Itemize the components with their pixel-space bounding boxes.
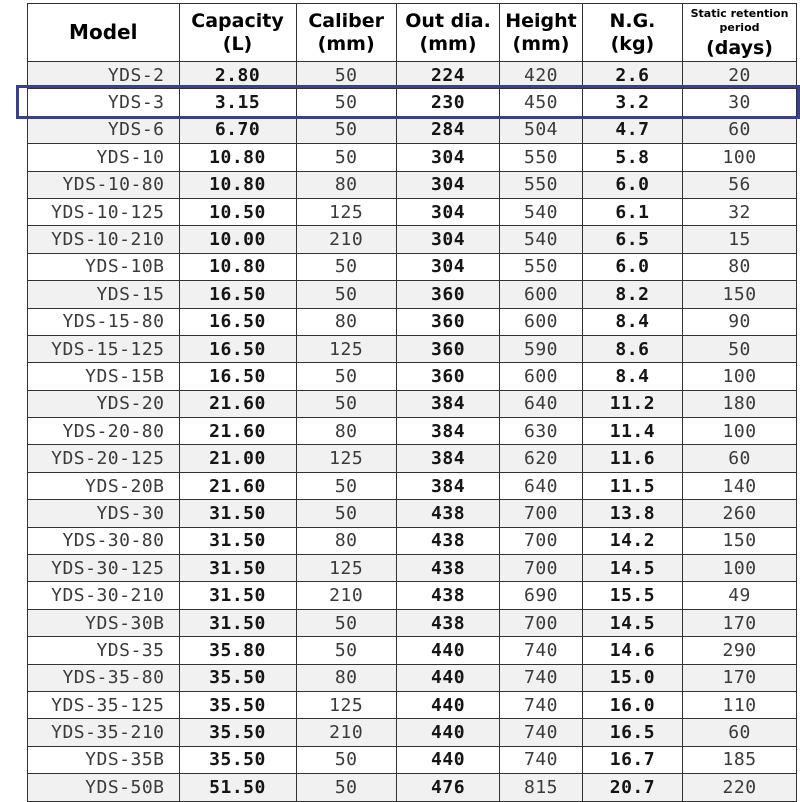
cell-capacity: 16.50	[179, 308, 296, 335]
cell-caliber: 50	[296, 363, 396, 390]
cell-model: YDS-20	[28, 390, 180, 417]
cell-caliber: 50	[296, 89, 396, 116]
cell-caliber: 210	[296, 582, 396, 609]
cell-retention: 15	[683, 226, 797, 253]
table-row	[28, 253, 797, 280]
cell-ng: 11.4	[582, 418, 682, 445]
cell-caliber: 80	[296, 171, 396, 198]
cell-height: 630	[500, 418, 583, 445]
cell-retention: 170	[683, 609, 797, 636]
cell-capacity: 16.50	[179, 281, 296, 308]
cell-retention: 90	[683, 308, 797, 335]
cell-retention: 20	[683, 62, 797, 89]
cell-model: YDS-35B	[28, 746, 180, 773]
cell-out-dia: 384	[396, 445, 499, 472]
cell-capacity: 16.50	[179, 335, 296, 362]
cell-caliber: 80	[296, 418, 396, 445]
cell-ng: 16.5	[582, 719, 682, 746]
cell-out-dia: 360	[396, 363, 499, 390]
cell-caliber: 50	[296, 746, 396, 773]
cell-caliber: 210	[296, 226, 396, 253]
cell-ng: 16.0	[582, 691, 682, 718]
cell-model: YDS-10	[28, 144, 180, 171]
cell-retention: 110	[683, 691, 797, 718]
cell-ng: 15.0	[582, 664, 682, 691]
cell-out-dia: 304	[396, 144, 499, 171]
cell-out-dia: 440	[396, 691, 499, 718]
cell-ng: 15.5	[582, 582, 682, 609]
cell-out-dia: 476	[396, 774, 499, 801]
cell-capacity: 31.50	[179, 609, 296, 636]
cell-model: YDS-30B	[28, 609, 180, 636]
cell-out-dia: 304	[396, 171, 499, 198]
cell-out-dia: 230	[396, 89, 499, 116]
cell-height: 450	[500, 89, 583, 116]
cell-ng: 4.7	[582, 116, 682, 143]
cell-out-dia: 384	[396, 472, 499, 499]
cell-height: 690	[500, 582, 583, 609]
cell-height: 815	[500, 774, 583, 801]
cell-model: YDS-2	[28, 62, 180, 89]
cell-height: 700	[500, 500, 583, 527]
cell-caliber: 80	[296, 527, 396, 554]
cell-capacity: 35.50	[179, 719, 296, 746]
cell-height: 700	[500, 555, 583, 582]
header-row	[28, 4, 797, 62]
table-row	[28, 774, 797, 801]
cell-retention: 150	[683, 527, 797, 554]
header-ng: N.G. (kg)	[582, 4, 682, 62]
cell-height: 550	[500, 253, 583, 280]
header-capacity: Capacity (L)	[179, 4, 296, 62]
cell-caliber: 50	[296, 472, 396, 499]
cell-height: 740	[500, 664, 583, 691]
cell-capacity: 31.50	[179, 555, 296, 582]
cell-retention: 56	[683, 171, 797, 198]
cell-capacity: 6.70	[179, 116, 296, 143]
cell-capacity: 3.15	[179, 89, 296, 116]
cell-ng: 16.7	[582, 746, 682, 773]
cell-capacity: 31.50	[179, 582, 296, 609]
cell-capacity: 21.60	[179, 390, 296, 417]
cell-retention: 100	[683, 555, 797, 582]
table-row	[28, 390, 797, 417]
header-model: Model	[28, 4, 180, 62]
cell-capacity: 10.80	[179, 171, 296, 198]
cell-ng: 8.2	[582, 281, 682, 308]
cell-ng: 2.6	[582, 62, 682, 89]
cell-out-dia: 440	[396, 719, 499, 746]
table-row	[28, 89, 797, 116]
cell-model: YDS-35-125	[28, 691, 180, 718]
table-row	[28, 445, 797, 472]
cell-out-dia: 438	[396, 555, 499, 582]
table-header	[28, 4, 797, 62]
cell-caliber: 50	[296, 774, 396, 801]
cell-caliber: 125	[296, 198, 396, 225]
cell-retention: 49	[683, 582, 797, 609]
cell-capacity: 35.80	[179, 637, 296, 664]
table-row	[28, 281, 797, 308]
table-row	[28, 308, 797, 335]
cell-height: 540	[500, 198, 583, 225]
cell-caliber: 50	[296, 609, 396, 636]
table-row	[28, 226, 797, 253]
cell-retention: 32	[683, 198, 797, 225]
cell-retention: 80	[683, 253, 797, 280]
cell-out-dia: 284	[396, 116, 499, 143]
cell-caliber: 50	[296, 500, 396, 527]
cell-caliber: 125	[296, 691, 396, 718]
cell-model: YDS-35-80	[28, 664, 180, 691]
cell-ng: 13.8	[582, 500, 682, 527]
cell-model: YDS-6	[28, 116, 180, 143]
cell-out-dia: 440	[396, 746, 499, 773]
table-row	[28, 62, 797, 89]
cell-model: YDS-15B	[28, 363, 180, 390]
cell-retention: 30	[683, 89, 797, 116]
header-out-dia: Out dia. (mm)	[396, 4, 499, 62]
cell-model: YDS-30-210	[28, 582, 180, 609]
cell-ng: 6.5	[582, 226, 682, 253]
cell-caliber: 210	[296, 719, 396, 746]
cell-capacity: 21.60	[179, 418, 296, 445]
cell-ng: 3.2	[582, 89, 682, 116]
table-row	[28, 637, 797, 664]
cell-height: 600	[500, 308, 583, 335]
cell-retention: 100	[683, 418, 797, 445]
cell-retention: 170	[683, 664, 797, 691]
table-body	[28, 62, 797, 802]
cell-height: 504	[500, 116, 583, 143]
cell-ng: 20.7	[582, 774, 682, 801]
cell-retention: 180	[683, 390, 797, 417]
cell-capacity: 35.50	[179, 746, 296, 773]
cell-model: YDS-50B	[28, 774, 180, 801]
cell-model: YDS-30-80	[28, 527, 180, 554]
cell-height: 420	[500, 62, 583, 89]
cell-ng: 8.6	[582, 335, 682, 362]
cell-ng: 14.5	[582, 609, 682, 636]
cell-out-dia: 440	[396, 637, 499, 664]
cell-out-dia: 304	[396, 226, 499, 253]
cell-capacity: 2.80	[179, 62, 296, 89]
cell-ng: 5.8	[582, 144, 682, 171]
table-row	[28, 582, 797, 609]
cell-ng: 8.4	[582, 363, 682, 390]
cell-model: YDS-10-80	[28, 171, 180, 198]
cell-model: YDS-20B	[28, 472, 180, 499]
table-row	[28, 527, 797, 554]
table-row	[28, 555, 797, 582]
table-row	[28, 719, 797, 746]
cell-height: 740	[500, 691, 583, 718]
table-row	[28, 171, 797, 198]
cell-ng: 8.4	[582, 308, 682, 335]
cell-model: YDS-15-125	[28, 335, 180, 362]
cell-retention: 140	[683, 472, 797, 499]
cell-caliber: 50	[296, 637, 396, 664]
cell-capacity: 16.50	[179, 363, 296, 390]
cell-out-dia: 224	[396, 62, 499, 89]
table-row	[28, 746, 797, 773]
cell-out-dia: 438	[396, 609, 499, 636]
cell-height: 550	[500, 144, 583, 171]
cell-height: 700	[500, 527, 583, 554]
cell-model: YDS-20-125	[28, 445, 180, 472]
table-row	[28, 335, 797, 362]
cell-model: YDS-10-125	[28, 198, 180, 225]
cell-capacity: 31.50	[179, 500, 296, 527]
cell-capacity: 51.50	[179, 774, 296, 801]
cell-ng: 6.0	[582, 171, 682, 198]
cell-retention: 100	[683, 144, 797, 171]
cell-out-dia: 360	[396, 308, 499, 335]
cell-out-dia: 438	[396, 582, 499, 609]
cell-caliber: 125	[296, 445, 396, 472]
cell-out-dia: 360	[396, 335, 499, 362]
cell-out-dia: 304	[396, 198, 499, 225]
cell-model: YDS-35-210	[28, 719, 180, 746]
cell-ng: 6.1	[582, 198, 682, 225]
table-row	[28, 363, 797, 390]
table-row	[28, 664, 797, 691]
cell-ng: 14.6	[582, 637, 682, 664]
cell-retention: 260	[683, 500, 797, 527]
table-row	[28, 609, 797, 636]
cell-height: 600	[500, 281, 583, 308]
cell-capacity: 10.00	[179, 226, 296, 253]
cell-model: YDS-35	[28, 637, 180, 664]
cell-height: 600	[500, 363, 583, 390]
cell-retention: 100	[683, 363, 797, 390]
cell-caliber: 50	[296, 116, 396, 143]
table-row	[28, 144, 797, 171]
cell-retention: 60	[683, 719, 797, 746]
cell-caliber: 80	[296, 308, 396, 335]
cell-out-dia: 384	[396, 418, 499, 445]
table-row	[28, 691, 797, 718]
header-caliber: Caliber (mm)	[296, 4, 396, 62]
cell-capacity: 21.60	[179, 472, 296, 499]
cell-capacity: 10.80	[179, 253, 296, 280]
table-row	[28, 472, 797, 499]
cell-height: 740	[500, 719, 583, 746]
cell-retention: 50	[683, 335, 797, 362]
header-height: Height (mm)	[500, 4, 583, 62]
cell-ng: 11.6	[582, 445, 682, 472]
cell-capacity: 35.50	[179, 691, 296, 718]
cell-height: 640	[500, 472, 583, 499]
cell-height: 540	[500, 226, 583, 253]
cell-caliber: 125	[296, 335, 396, 362]
cell-ng: 14.2	[582, 527, 682, 554]
cell-caliber: 50	[296, 390, 396, 417]
cell-caliber: 50	[296, 281, 396, 308]
cell-retention: 290	[683, 637, 797, 664]
cell-caliber: 50	[296, 253, 396, 280]
cell-out-dia: 438	[396, 500, 499, 527]
cell-ng: 11.2	[582, 390, 682, 417]
cell-caliber: 125	[296, 555, 396, 582]
cell-height: 590	[500, 335, 583, 362]
cell-ng: 11.5	[582, 472, 682, 499]
table-row	[28, 198, 797, 225]
cell-retention: 185	[683, 746, 797, 773]
cell-out-dia: 438	[396, 527, 499, 554]
cell-model: YDS-3	[28, 89, 180, 116]
cell-height: 740	[500, 637, 583, 664]
cell-retention: 60	[683, 445, 797, 472]
cell-model: YDS-15-80	[28, 308, 180, 335]
cell-capacity: 35.50	[179, 664, 296, 691]
table-row	[28, 116, 797, 143]
cell-caliber: 50	[296, 144, 396, 171]
header-static-retention: Static retention period (days)	[683, 4, 797, 62]
cell-caliber: 50	[296, 62, 396, 89]
cell-out-dia: 360	[396, 281, 499, 308]
cell-out-dia: 384	[396, 390, 499, 417]
cell-height: 620	[500, 445, 583, 472]
cell-model: YDS-15	[28, 281, 180, 308]
spec-table	[27, 3, 797, 802]
cell-capacity: 21.00	[179, 445, 296, 472]
cell-retention: 150	[683, 281, 797, 308]
cell-capacity: 10.50	[179, 198, 296, 225]
cell-height: 740	[500, 746, 583, 773]
cell-height: 640	[500, 390, 583, 417]
cell-caliber: 80	[296, 664, 396, 691]
table-row	[28, 418, 797, 445]
cell-out-dia: 440	[396, 664, 499, 691]
table-row	[28, 500, 797, 527]
cell-out-dia: 304	[396, 253, 499, 280]
cell-height: 550	[500, 171, 583, 198]
cell-height: 700	[500, 609, 583, 636]
cell-model: YDS-20-80	[28, 418, 180, 445]
cell-model: YDS-10-210	[28, 226, 180, 253]
cell-ng: 6.0	[582, 253, 682, 280]
cell-capacity: 10.80	[179, 144, 296, 171]
cell-retention: 60	[683, 116, 797, 143]
cell-model: YDS-30	[28, 500, 180, 527]
cell-retention: 220	[683, 774, 797, 801]
cell-model: YDS-10B	[28, 253, 180, 280]
cell-capacity: 31.50	[179, 527, 296, 554]
cell-model: YDS-30-125	[28, 555, 180, 582]
cell-ng: 14.5	[582, 555, 682, 582]
